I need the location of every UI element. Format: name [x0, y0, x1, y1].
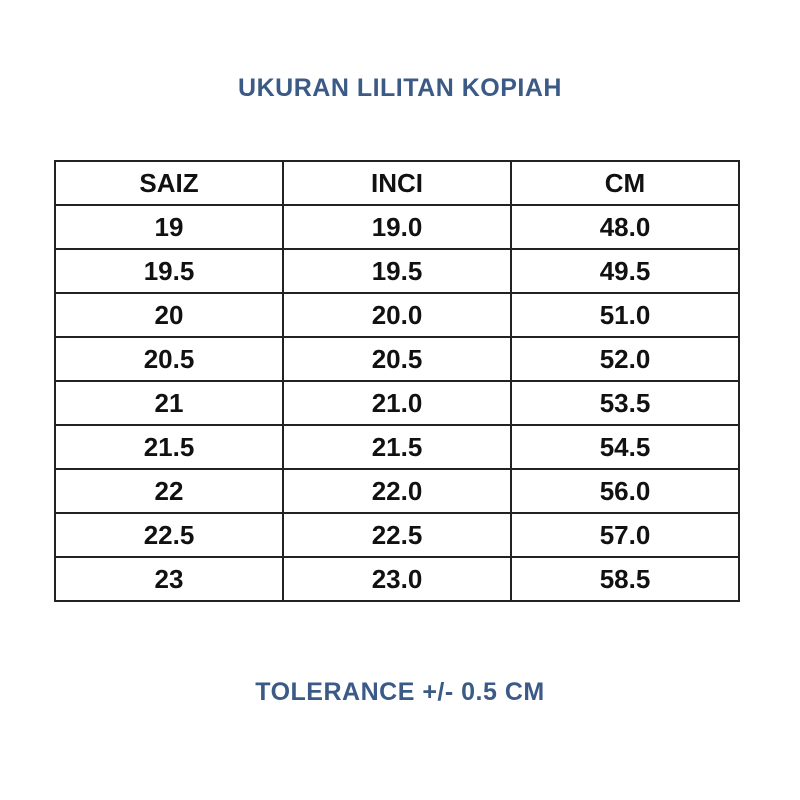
cell-cm: 56.0: [511, 469, 739, 513]
table-row: [55, 513, 739, 557]
cell-inci: 21.0: [283, 381, 511, 425]
column-header-cm: CM: [511, 161, 739, 205]
cell-saiz: 20.5: [55, 337, 283, 381]
cell-saiz: 23: [55, 557, 283, 601]
cell-saiz: 21.5: [55, 425, 283, 469]
table-row: [55, 337, 739, 381]
cell-inci: 23.0: [283, 557, 511, 601]
cell-inci: 21.5: [283, 425, 511, 469]
cell-cm: 51.0: [511, 293, 739, 337]
cell-inci: 20.5: [283, 337, 511, 381]
cell-inci: 19.0: [283, 205, 511, 249]
size-table: [54, 160, 740, 602]
cell-inci: 20.0: [283, 293, 511, 337]
cell-saiz: 20: [55, 293, 283, 337]
table-header-row: [55, 161, 739, 205]
column-header-saiz: SAIZ: [55, 161, 283, 205]
page-title: UKURAN LILITAN KOPIAH: [238, 74, 562, 102]
column-header-inci: INCI: [283, 161, 511, 205]
table-row: [55, 293, 739, 337]
cell-saiz: 19.5: [55, 249, 283, 293]
cell-saiz: 21: [55, 381, 283, 425]
cell-saiz: 22.5: [55, 513, 283, 557]
table-row: [55, 381, 739, 425]
cell-cm: 58.5: [511, 557, 739, 601]
table-row: [55, 205, 739, 249]
table-row: [55, 425, 739, 469]
cell-cm: 53.5: [511, 381, 739, 425]
cell-cm: 54.5: [511, 425, 739, 469]
tolerance-note: TOLERANCE +/- 0.5 CM: [255, 678, 545, 706]
cell-saiz: 19: [55, 205, 283, 249]
cell-inci: 22.0: [283, 469, 511, 513]
cell-cm: 52.0: [511, 337, 739, 381]
cell-inci: 22.5: [283, 513, 511, 557]
table-row: [55, 557, 739, 601]
cell-cm: 48.0: [511, 205, 739, 249]
table-row: [55, 249, 739, 293]
cell-saiz: 22: [55, 469, 283, 513]
table-row: [55, 469, 739, 513]
cell-inci: 19.5: [283, 249, 511, 293]
cell-cm: 57.0: [511, 513, 739, 557]
cell-cm: 49.5: [511, 249, 739, 293]
